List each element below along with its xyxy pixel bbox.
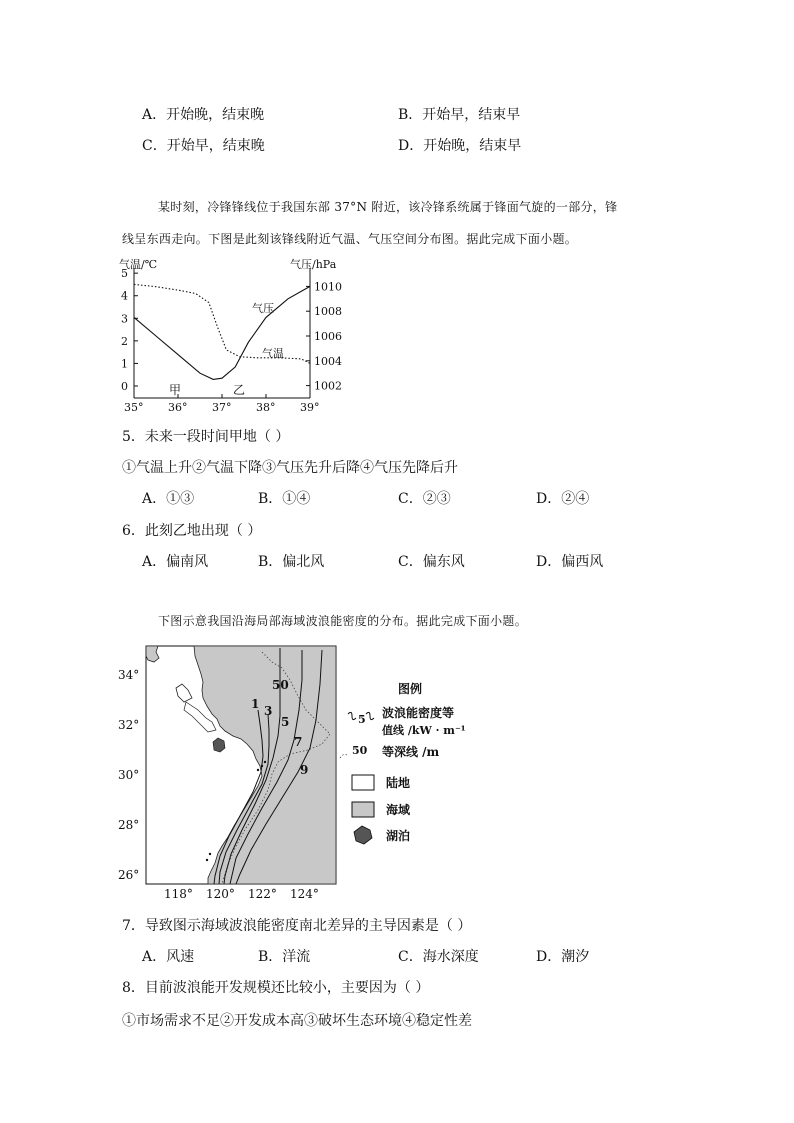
x-tick-label: 38° (256, 401, 276, 414)
q6-option-a: A．偏南风 (142, 554, 209, 570)
y-right-tick-label: 1004 (314, 354, 342, 368)
legend-land-swatch (352, 775, 374, 790)
y-axis-label-left: 气温/℃ (119, 258, 158, 271)
q8-statements: ①市场需求不足②开发成本高③破坏生态环境④稳定性差 (122, 1013, 472, 1029)
intro1-line2: 线呈东西走向。下图是此刻该锋线附近气温、气压空间分布图。据此完成下面小题。 (122, 232, 578, 246)
y-left-tick-label: 4 (121, 289, 128, 303)
q5-statements: ①气温上升②气温下降③气压先升后降④气压先降后升 (122, 460, 458, 476)
place-label-jia: 甲 (169, 383, 182, 397)
place-label-yi: 乙 (233, 383, 246, 397)
y-right-tick-label: 1010 (314, 280, 342, 294)
legend-wave-text-1: 波浪能密度等 (382, 706, 455, 720)
isoline-label-7: 7 (294, 735, 303, 749)
depth-label-50: 50 (272, 678, 289, 692)
lat-label-32: 32° (118, 718, 140, 732)
legend-wave-line-icon-2 (366, 712, 374, 719)
lon-label-122: 122° (248, 887, 277, 901)
legend-wave-sample: 5 (358, 713, 366, 726)
lat-label-30: 30° (118, 768, 140, 782)
lon-label-120: 120° (206, 887, 235, 901)
q4-option-c: C．开始早，结束晚 (142, 138, 265, 154)
y-axis-label-right: 气压/hPa (290, 258, 337, 271)
q7-option-c: C．海水深度 (398, 949, 479, 965)
sea-area-nw (146, 646, 159, 662)
island (264, 761, 266, 763)
y-left-tick-label: 1 (121, 357, 128, 371)
temp-pressure-chart-svg (112, 252, 352, 414)
q5-option-b: B．①④ (258, 491, 311, 507)
isoline-label-9: 9 (300, 763, 309, 777)
q5-option-a: A．①③ (142, 491, 195, 507)
q7-option-a: A．风速 (142, 949, 195, 965)
q7-stem: 7．导致图示海域波浪能密度南北差异的主导因素是（ ） (122, 918, 472, 934)
legend-wave-line-icon (348, 712, 356, 719)
lat-label-28: 28° (118, 818, 140, 832)
x-tick-label: 37° (212, 401, 232, 414)
legend-depth-text: 等深线 /m (382, 745, 440, 759)
island (257, 769, 259, 771)
legend-lake: 湖泊 (386, 829, 411, 843)
q4-option-b: B．开始早，结束早 (398, 107, 521, 123)
y-left-tick-label: 0 (121, 380, 128, 393)
q6-option-d: D．偏西风 (536, 554, 604, 570)
x-tick-label: 39° (300, 401, 320, 414)
island (206, 859, 208, 861)
y-left-tick-label: 5 (121, 267, 128, 281)
q5-option-d: D．②④ (536, 491, 590, 507)
series-line-pressure (134, 286, 310, 379)
q7-option-d: D．潮汐 (536, 949, 590, 965)
q4-option-d: D．开始晚，结束早 (398, 138, 522, 154)
isoline-label-5: 5 (281, 715, 290, 729)
y-right-tick-label: 1002 (314, 379, 342, 393)
legend-wave-text-2: 值线 /kW · m⁻¹ (382, 724, 466, 737)
q4-option-a: A．开始晚，结束晚 (142, 107, 265, 123)
lon-label-124: 124° (290, 887, 319, 901)
legend-depth-line-icon (340, 754, 348, 758)
legend-land: 陆地 (386, 776, 411, 790)
q6-option-c: C．偏东风 (398, 554, 465, 570)
lat-label-26: 26° (118, 868, 140, 882)
isoline-label-3: 3 (264, 704, 273, 718)
series-label-pressure: 气压 (252, 302, 274, 315)
x-tick-label: 35° (124, 401, 144, 414)
series-label-temp: 气温 (262, 347, 284, 360)
intro1-line1: 某时刻，冷锋锋线位于我国东部 37°N 附近，该冷锋系统属于锋面气旋的一部分，锋 (158, 200, 618, 214)
y-left-tick-label: 2 (121, 334, 128, 348)
q5-stem: 5．未来一段时间甲地（ ） (122, 429, 290, 445)
y-right-tick-label: 1006 (314, 330, 342, 343)
q5-option-c: C．②③ (398, 491, 451, 507)
q8-stem: 8．目前波浪能开发规模还比较小，主要因为（ ） (122, 980, 430, 996)
x-tick-label: 36° (168, 401, 188, 414)
legend-lake-swatch (354, 826, 372, 844)
island (209, 853, 211, 855)
temp-pressure-chart (112, 252, 352, 414)
y-right-tick-label: 1008 (314, 305, 342, 319)
legend-sea: 海域 (386, 803, 411, 817)
legend-title: 图例 (398, 682, 423, 696)
lon-label-118: 118° (164, 887, 193, 901)
q7-option-b: B．洋流 (258, 949, 311, 965)
legend-sea-swatch (352, 802, 374, 817)
intro2: 下图示意我国沿海局部海域波浪能密度的分布。据此完成下面小题。 (158, 614, 528, 628)
lat-label-34: 34° (118, 668, 140, 682)
isoline-label-1: 1 (251, 697, 260, 711)
q6-option-b: B．偏北风 (258, 554, 325, 570)
q6-stem: 6．此刻乙地出现（ ） (122, 523, 262, 539)
wave-energy-map-svg (112, 640, 482, 902)
y-left-tick-label: 3 (121, 312, 128, 326)
legend-depth-sample: 50 (352, 744, 368, 757)
wave-energy-map (112, 640, 482, 902)
